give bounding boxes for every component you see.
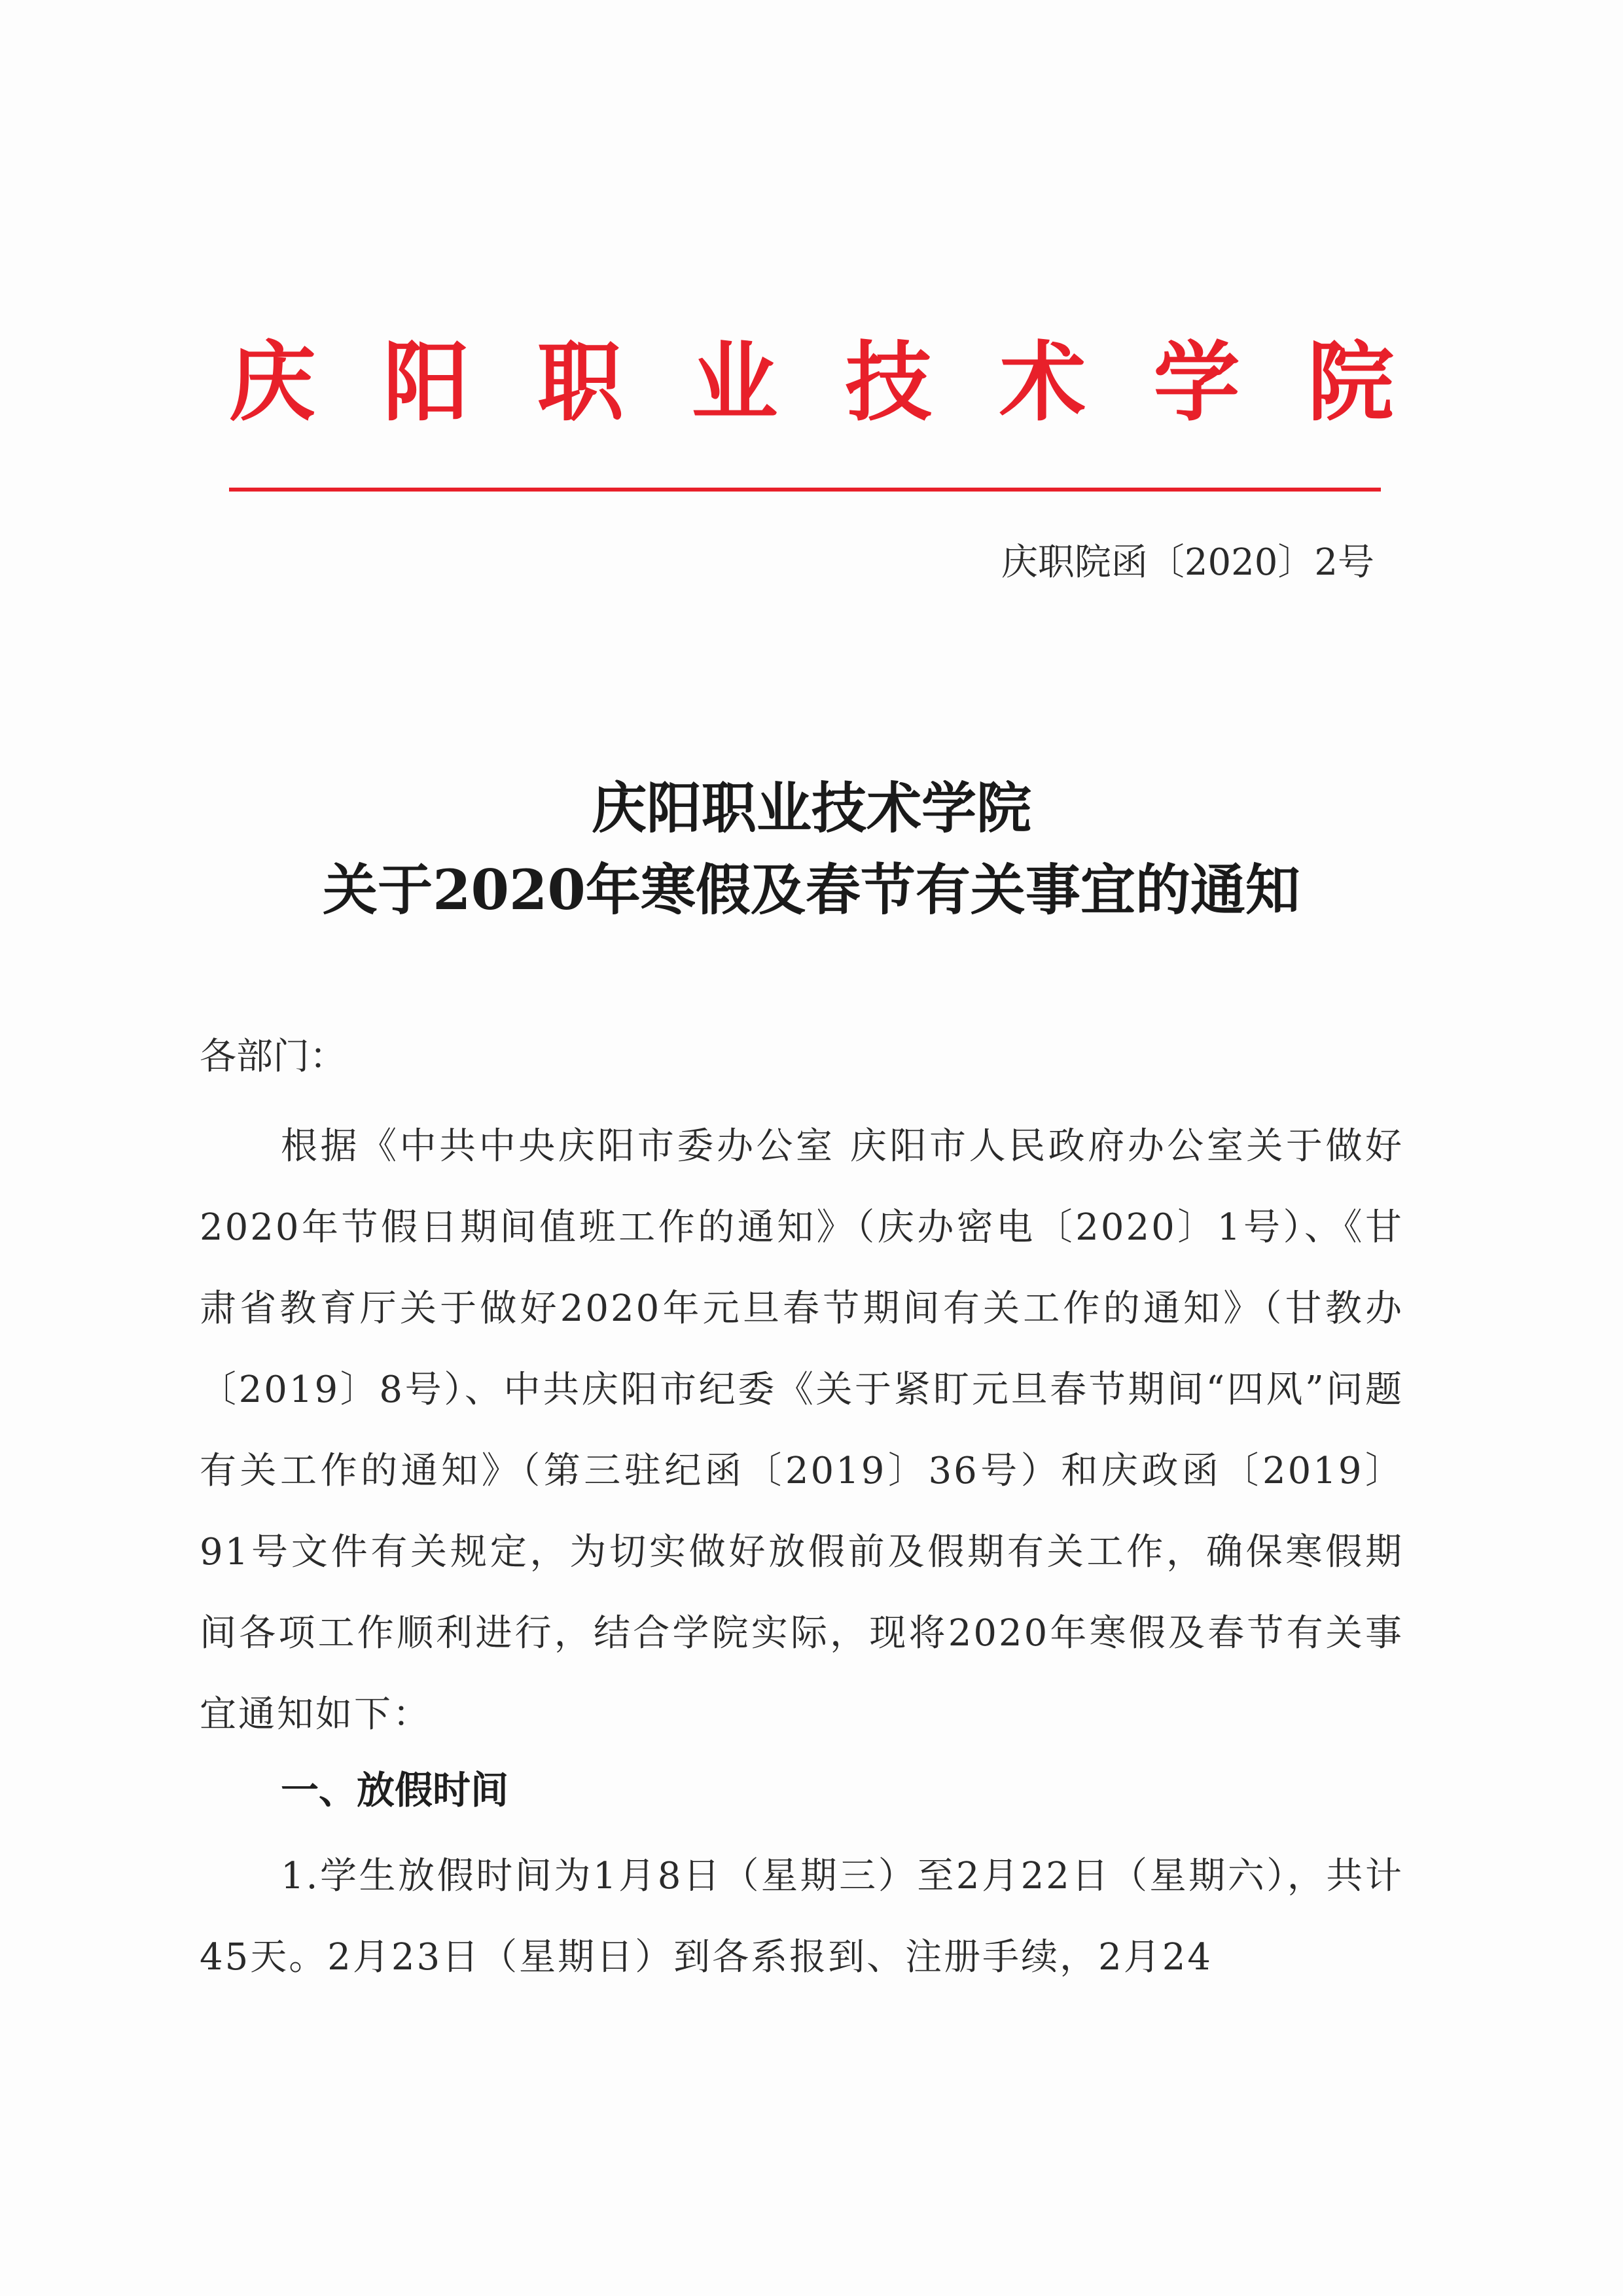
section-heading-holiday-time: 一、放假时间 [281,1768,509,1812]
document-number: 庆职院函〔2020〕2号 [1001,541,1374,584]
letterhead-char: 阳 [383,332,470,433]
letterhead-divider [229,488,1381,492]
letterhead-char: 职 [537,332,624,433]
letterhead-char: 业 [691,332,778,433]
document-title-line-2: 关于2020年寒假及春节有关事宜的通知 [323,857,1300,922]
letterhead-char: 学 [1153,332,1240,433]
letterhead-char: 术 [999,332,1086,433]
salutation: 各部门： [200,1035,346,1078]
letterhead-char: 技 [845,332,932,433]
letterhead-title [229,331,1394,435]
document-title-line-1: 庆阳职业技术学院 [591,776,1031,840]
body-paragraph-intro: 根据《中共中央庆阳市委办公室 庆阳市人民政府办公室关于做好2020年节假日期间值班工作的通知》（庆办密电〔2020〕1号）、《甘肃省教育厅关于做好2020年元旦春节期间有关工作的通知》（甘教办〔2019〕8号）、中共庆阳市纪委《关于紧盯元旦春节期间“四风”问题有关工作的通知》（第三驻纪函〔2019〕36号）和庆政函〔2019〕91号文件有关规定，为切实做好放假前及假期有关工作，确保寒假期间各项工作顺利进行，结合学院实际，现将2020年寒假及春节有关事宜通知如下： [200,1125,1404,1736]
letterhead-char: 院 [1307,332,1394,433]
body-paragraph-item-1: 1.学生放假时间为1月8日（星期三）至2月22日（星期六），共计45天。2月23日（星期日）到各系报到、注册手续，2月24 [200,1855,1404,1979]
letterhead-char: 庆 [229,332,315,433]
